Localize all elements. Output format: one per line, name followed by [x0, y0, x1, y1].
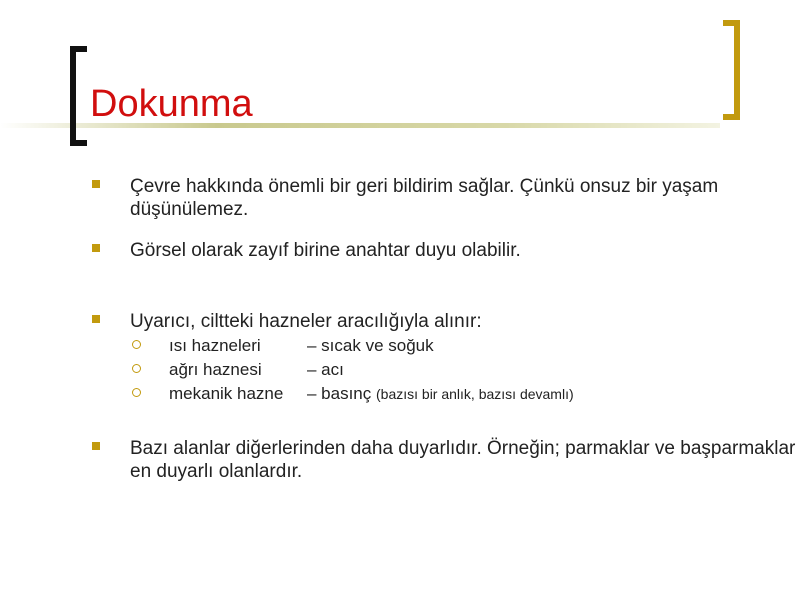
- bullet-item: [90, 437, 800, 483]
- bullet-text: Uyarıcı, ciltteki hazneler aracılığıyla alınır:: [130, 311, 482, 332]
- receptor-name: ısı hazneleri: [169, 336, 261, 355]
- circle-bullet-icon: [132, 364, 141, 373]
- square-bullet-icon: [92, 244, 100, 252]
- receptor-description-text: – sıcak ve soğuk: [307, 336, 434, 355]
- sub-bullet-item: [130, 358, 750, 382]
- sub-bullet-list: [130, 334, 750, 406]
- bullet-item: [90, 310, 800, 333]
- bullet-text: Görsel olarak zayıf birine anahtar duyu olabilir.: [130, 240, 521, 261]
- bullet-text: Bazı alanlar diğerlerinden daha duyarlıdır. Örneğin; parmaklar ve başparmaklar en duyarlı olanlardır.: [130, 438, 796, 482]
- receptor-description: [307, 382, 574, 406]
- receptor-description: [307, 358, 344, 382]
- receptor-description-text: – acı: [307, 360, 344, 379]
- slide-title: Dokunma: [90, 83, 253, 125]
- sub-bullet-item: [130, 334, 750, 358]
- circle-bullet-icon: [132, 388, 141, 397]
- bullet-item: [90, 175, 760, 239]
- receptor-name: ağrı haznesi: [169, 360, 262, 379]
- bullet-item: [90, 239, 760, 299]
- square-bullet-icon: [92, 180, 100, 188]
- square-bullet-icon: [92, 442, 100, 450]
- bullet-text: Çevre hakkında önemli bir geri bildirim sağlar. Çünkü onsuz bir yaşam düşünülemez.: [130, 176, 719, 220]
- sub-bullet-item: [130, 382, 750, 406]
- receptor-name: mekanik hazne: [169, 384, 284, 403]
- receptor-note: (bazısı bir anlık, bazısı devamlı): [376, 386, 574, 402]
- circle-bullet-icon: [132, 340, 141, 349]
- square-bullet-icon: [92, 315, 100, 323]
- receptor-description: [307, 334, 434, 358]
- receptor-description-text: – basınç: [307, 384, 372, 403]
